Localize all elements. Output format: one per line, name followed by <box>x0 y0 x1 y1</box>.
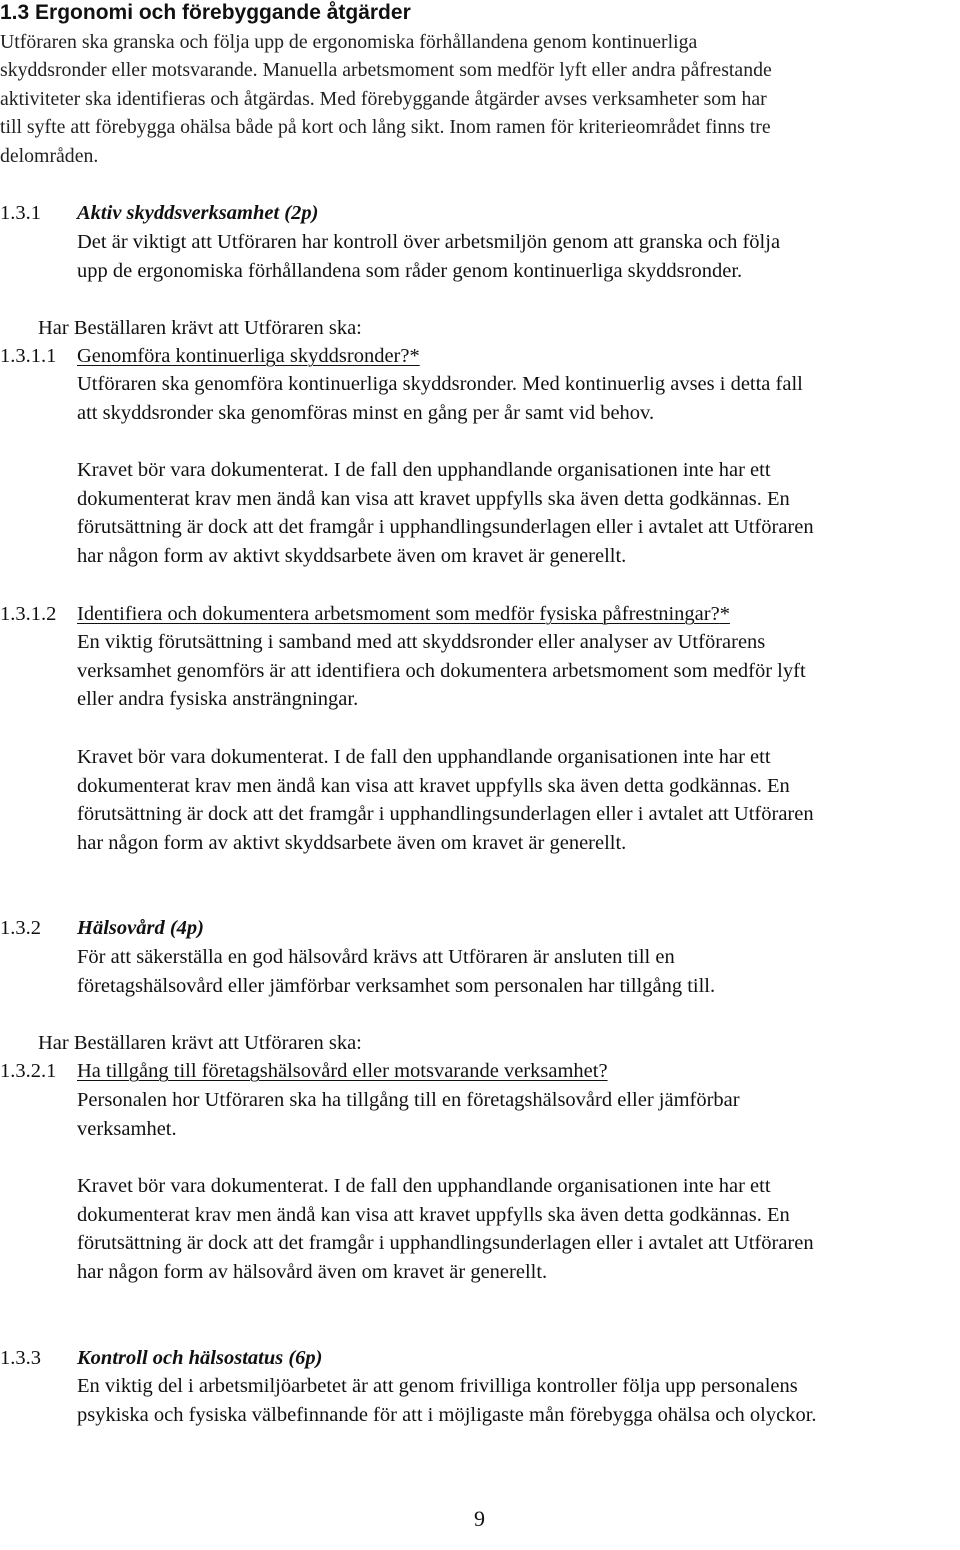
text-line: förutsättning är dock att det framgår i upphandlingsunderlagen eller i avtalet att Utföraren <box>77 803 814 826</box>
page-number: 9 <box>474 1506 485 1531</box>
requirement-intro: Har Beställaren krävt att Utföraren ska: <box>38 1032 362 1054</box>
section-heading: 1.3 Ergonomi och förebyggande åtgärder <box>0 1 411 24</box>
text-line: eller andra fysiska ansträngningar. <box>77 688 359 711</box>
section-intro <box>0 28 772 170</box>
text-line: Kravet bör vara dokumenterat. I de fall den upphandlande organisationen inte har ett <box>77 1175 771 1197</box>
requirement-question: Ha tillgång till företagshälsovård eller motsvarande verksamhet? <box>77 1060 608 1082</box>
text-line: upp de ergonomiska förhållandena som råder genom kontinuerliga skyddsronder. <box>77 259 743 282</box>
text-line: att skyddsronder ska genomföras minst en gång per år samt vid behov. <box>77 401 655 424</box>
intro-line: Utföraren ska granska och följa upp de ergonomiska förhållandena genom kontinuerliga <box>0 31 698 53</box>
documentation-note <box>77 743 960 857</box>
requirement-question <box>77 342 420 371</box>
required-star: * <box>409 345 420 367</box>
text-line: En viktig del i arbetsmiljöarbetet är att genom frivilliga kontroller följa upp personalens <box>77 1375 798 1397</box>
question-text: Identifiera och dokumentera arbetsmoment som medför fysiska påfrestningar? <box>77 603 720 625</box>
text-line: har någon form av aktivt skyddsarbete även om kravet är generellt. <box>77 544 627 567</box>
requirement-intro: Har Beställaren krävt att Utföraren ska: <box>38 317 362 339</box>
required-star: * <box>719 603 730 625</box>
documentation-note <box>77 456 960 570</box>
text-line: Kravet bör vara dokumenterat. I de fall den upphandlande organisationen inte har ett <box>77 459 771 481</box>
text-line: dokumenterat krav men ändå kan visa att kravet uppfylls ska även detta godkännas. En <box>77 774 790 797</box>
requirement-number: 1.3.2.1 <box>0 1060 57 1082</box>
text-line: Utföraren ska genomföra kontinuerliga skyddsronder. Med kontinuerlig avses i detta fall <box>77 373 803 395</box>
requirement-number: 1.3.1.2 <box>0 603 57 625</box>
requirement-description <box>77 370 960 427</box>
subsection-title: Hälsovård (4p) <box>77 917 204 939</box>
text-line: förutsättning är dock att det framgår i upphandlingsunderlagen eller i avtalet att Utföraren <box>77 1232 814 1255</box>
text-line: Det är viktigt att Utföraren har kontroll över arbetsmiljön genom att granska och följa <box>77 231 781 253</box>
subsection-description <box>77 228 960 285</box>
text-line: dokumenterat krav men ändå kan visa att kravet uppfylls ska även detta godkännas. En <box>77 487 790 510</box>
text-line: För att säkerställa en god hälsovård krävs att Utföraren är ansluten till en <box>77 946 675 968</box>
subsection-number: 1.3.3 <box>0 1347 41 1369</box>
text-line: verksamhet genomförs är att identifiera och dokumentera arbetsmoment som medför lyft <box>77 659 806 682</box>
documentation-note <box>77 1172 960 1286</box>
text-line: har någon form av aktivt skyddsarbete även om kravet är generellt. <box>77 831 627 854</box>
intro-line: delområden. <box>0 144 99 167</box>
subsection-title: Kontroll och hälsostatus (6p) <box>77 1347 323 1369</box>
subsection-description <box>77 1372 960 1429</box>
text-line: En viktig förutsättning i samband med att skyddsronder eller analyser av Utförarens <box>77 631 766 653</box>
text-line: företagshälsovård eller jämförbar verksamhet som personalen har tillgång till. <box>77 974 716 997</box>
text-line: psykiska och fysiska välbefinnande för att i möjligaste mån förebygga ohälsa och olyckor. <box>77 1403 817 1426</box>
subsection-number: 1.3.2 <box>0 917 41 939</box>
text-line: dokumenterat krav men ändå kan visa att kravet uppfylls ska även detta godkännas. En <box>77 1203 790 1226</box>
requirement-description <box>77 628 960 714</box>
question-text: Genomföra kontinuerliga skyddsronder? <box>77 345 410 367</box>
intro-line: aktiviteter ska identifieras och åtgärdas. Med förebyggande åtgärder avses verksamheter som har <box>0 87 767 110</box>
subsection-description <box>77 943 960 1000</box>
text-line: har någon form av hälsovård även om kravet är generellt. <box>77 1260 548 1283</box>
text-line: Personalen hor Utföraren ska ha tillgång till en företagshälsovård eller jämförbar <box>77 1089 740 1111</box>
subsection-title: Aktiv skyddsverksamhet (2p) <box>77 202 319 224</box>
subsection-number: 1.3.1 <box>0 202 41 224</box>
text-line: Kravet bör vara dokumenterat. I de fall den upphandlande organisationen inte har ett <box>77 746 771 768</box>
requirement-question <box>77 600 730 629</box>
text-line: verksamhet. <box>77 1117 177 1140</box>
intro-line: skyddsronder eller motsvarande. Manuella arbetsmoment som medför lyft eller andra påfrestande <box>0 59 772 82</box>
text-line: förutsättning är dock att det framgår i upphandlingsunderlagen eller i avtalet att Utföraren <box>77 516 814 539</box>
requirement-description <box>77 1086 960 1143</box>
requirement-number: 1.3.1.1 <box>0 345 57 367</box>
intro-line: till syfte att förebygga ohälsa både på kort och lång sikt. Inom ramen för kriterieområdet finns tre <box>0 116 771 139</box>
